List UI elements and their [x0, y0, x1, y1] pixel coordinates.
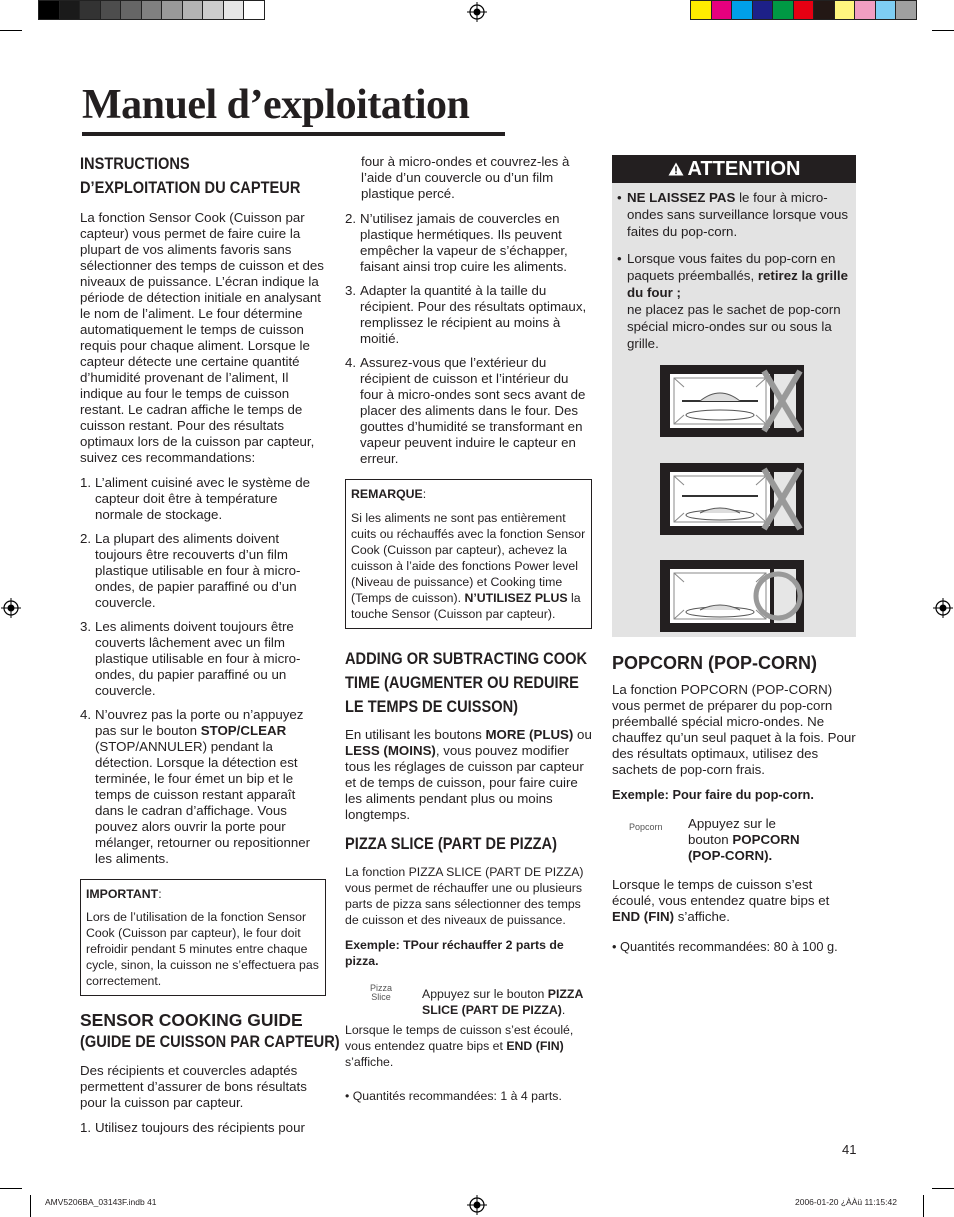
sensor-list — [80, 475, 326, 699]
list-number: 3. — [80, 619, 92, 634]
item-text: L’aliment cuisiné avec le système de capteur doit être à température normale de stockage. — [95, 475, 311, 522]
registration-target-icon — [467, 1195, 487, 1215]
popcorn-button[interactable]: Popcorn — [629, 822, 663, 832]
list-item — [80, 619, 326, 699]
list-number: 1. — [80, 1120, 92, 1135]
crop-mark — [932, 30, 954, 31]
end-label: END (FIN) — [612, 909, 675, 924]
color-swatch — [79, 0, 101, 20]
footer-file: AMV5206BA_03143F.indb 41 — [45, 1197, 157, 1207]
text: . — [561, 1003, 566, 1017]
popcorn-label: POPCORN (POP-CORN). — [688, 832, 800, 863]
remarque-box: REMARQUE: Si les aliments ne sont pas entièrement cuits ou réchauffés avec la fonction Sensor Cook (Cuisson par capteur), achevez la cuisson à l’aide des fonctions Power level (Niveau de puissance) et Cooking time (Temps de cuisson). N’UTILISEZ PLUS la touche Sensor (Cuisson par capteur). — [345, 479, 592, 629]
pizza-done — [345, 1022, 592, 1070]
text: Appuyez sur le bouton — [688, 816, 776, 847]
guide-list-continued — [345, 211, 592, 467]
pizza-press-text — [422, 986, 592, 1018]
popcorn-press-text — [688, 816, 818, 864]
popcorn-example: Exemple: Pour faire du pop-corn. — [612, 787, 814, 802]
button-label: Slice — [371, 992, 391, 1002]
text: ou — [573, 727, 592, 742]
less-label: LESS (MOINS) — [345, 743, 436, 758]
color-swatch — [100, 0, 122, 20]
page-title: Manuel d’exploitation — [82, 82, 470, 128]
more-label: MORE (PLUS) — [485, 727, 574, 742]
guide-list — [80, 1120, 326, 1136]
crop-mark — [0, 30, 22, 31]
oven-without-rack-ok-icon — [660, 560, 804, 632]
color-swatch — [59, 0, 81, 20]
list-number: 1. — [80, 475, 92, 490]
list-item — [80, 475, 326, 523]
color-swatch — [223, 0, 245, 20]
popcorn-press-row — [612, 815, 856, 871]
section-heading-sensor-instructions — [80, 152, 326, 200]
stop-clear-label: STOP/CLEAR — [200, 723, 287, 738]
registration-target-icon — [467, 2, 487, 22]
list-item — [80, 531, 326, 611]
column-1 — [80, 152, 340, 1144]
popcorn-done — [612, 877, 856, 925]
guide-intro: Des récipients et couvercles adaptés permettent d’assurer de bons résultats pour la cuisson par capteur. — [80, 1063, 307, 1110]
important-text: Lors de l’utilisation de la fonction Sensor Cook (Cuisson par capteur), le four doit refroidir pendant 5 minutes entre chaque cycle, sinon, la cuisson ne s’effectuera pas correctement. — [86, 910, 319, 988]
color-swatch — [690, 0, 712, 20]
registration-target-icon — [933, 598, 953, 618]
list-item — [80, 707, 326, 867]
title-rule — [82, 132, 505, 136]
item-text: (STOP/ANNULER) pendant la détection. Lorsque la détection est terminée, le four émet un bip et le temps de cuisson restant apparaît dans le cadran d’affichage. Vous pouvez alors ouvrir la porte pour mélanger, retourner ou repositionner les aliments. — [95, 739, 311, 866]
button-label: Pizza — [370, 983, 393, 993]
pizza-heading: PIZZA SLICE (PART DE PIZZA) — [345, 834, 557, 853]
column-2 — [345, 154, 592, 1113]
list-item — [345, 283, 592, 347]
text: le four à micro-ondes sans surveillance lorsque vous faites du pop-corn. — [627, 190, 849, 239]
important-box: IMPORTANT: Lors de l’utilisation de la fonction Sensor Cook (Cuisson par capteur), le four doit refroidir pendant 5 minutes entre chaque cycle, sinon, la cuisson ne s’effectuera pas correctement. — [80, 879, 326, 996]
list-number: 2. — [80, 531, 92, 546]
item-text: Adapter la quantité à la taille du récipient. Pour des résultats optimaux, remplissez le récipient au moins à moitié. — [360, 283, 587, 346]
guide-item-continued: four à micro-ondes et couvrez-les à l’aide d’un couvercle ou d’un film plastique percé. — [361, 154, 570, 201]
color-swatch — [731, 0, 753, 20]
color-swatch — [854, 0, 876, 20]
item-text: Assurez-vous que l’extérieur du récipient de cuisson et l’intérieur du four à micro-ondes sont secs avant de placer des aliments dans le four. Des gouttes d’humidité se transformant en vapeur peuvent induire le capteur en erreur. — [360, 355, 586, 466]
color-swatch — [161, 0, 183, 20]
color-swatch — [182, 0, 204, 20]
guide-heading — [80, 1009, 340, 1053]
column-3 — [612, 652, 856, 964]
text: En utilisant les boutons — [345, 727, 486, 742]
color-swatch — [875, 0, 897, 20]
list-number: 3. — [345, 283, 357, 298]
item-text: N’utilisez jamais de couvercles en plastique hermétiques. Ils peuvent empêcher la vapeur de s’échapper, faisant ainsi trop cuire les aliments. — [360, 211, 568, 274]
color-swatch — [834, 0, 856, 20]
adding-text — [345, 727, 592, 823]
footer-timestamp: 2006-01-20 ¿ÀÀü 11:15:42 — [795, 1197, 897, 1207]
color-swatch — [141, 0, 163, 20]
remarque-text: Si les aliments ne sont pas entièrement cuits ou réchauffés avec la fonction Sensor Cook (Cuisson par capteur), achevez la cuisson à l’aide des fonctions Power level (Niveau de puissance) et Cooking time (Temps de cuisson). — [351, 511, 586, 605]
attention-label: ATTENTION — [687, 158, 801, 180]
item-text: Les aliments doivent toujours être couverts lâchement avec un film plastique utilisable en four à micro-ondes, du papier paraffiné ou un couvercle. — [95, 619, 301, 698]
popcorn-qty: • Quantités recommandées: 80 à 100 g. — [612, 939, 838, 954]
text: , vous pouvez modifier tous les réglages de cuisson par capteur et de temps de cuisson, pour faire cuire les aliments pendant plus ou moins longtemps. — [345, 743, 584, 822]
heading-line: SENSOR COOKING GUIDE — [80, 1010, 303, 1030]
text: Lorsque vous faites du pop-corn en paquets préemballés, — [627, 251, 836, 283]
remarque-tail: la touche Sensor (Cuisson par capteur). — [351, 591, 581, 621]
text: Lorsque le temps de cuisson s’est écoulé, vous entendez quatre bips et — [345, 1023, 574, 1053]
text: s’affiche. — [345, 1055, 394, 1069]
list-item — [80, 1120, 326, 1136]
warning-triangle-icon — [668, 162, 684, 176]
sensor-intro: La fonction Sensor Cook (Cuisson par capteur) vous permet de faire cuire la plupart de vos aliments favoris sans sélectionner des temps de cuisson et des niveaux de puissance. L’écran indique la période de détection initiale en analysant le nom de l’aliment. Le four détermine automatiquement le temps de cuisson requis pour chaque aliment. Lorsque le capteur détecte une certaine quantité d’humidité provenant de l’aliment, Il indique au four le temps de cuisson restant. Le cadran affiche le temps de cuisson restant. Pour des résultats optimaux lors de la cuisson par capteur, suivez ces recommandations: — [80, 210, 324, 465]
item-text: La plupart des aliments doivent toujours être recouverts d’un film plastique utilisable en four à micro-ondes, de papier paraffiné ou d’un couvercle. — [95, 531, 301, 610]
adding-heading: ADDING OR SUBTRACTING COOK TIME (AUGMENTER OU REDUIRE LE TEMPS DE CUISSON) — [345, 649, 588, 716]
crop-mark — [932, 1188, 954, 1189]
attention-bold: NE LAISSEZ PAS — [627, 190, 736, 205]
color-swatch — [120, 0, 142, 20]
text: ne placez pas le sachet de pop-corn spécial micro-ondes sur ou sous la grille. — [627, 302, 841, 351]
list-item — [617, 189, 850, 240]
remarque-bold: N’UTILISEZ PLUS — [464, 591, 568, 605]
pizza-intro: La fonction PIZZA SLICE (PART DE PIZZA) vous permet de réchauffer une ou plusieurs parts de pizza sans sélectionner des temps de cuisson et des niveaux de puissance. — [345, 865, 584, 927]
item-text: Utilisez toujours des récipients pour — [95, 1120, 305, 1135]
color-swatch — [38, 0, 60, 20]
oven-with-rack-crossed-icon — [660, 365, 804, 437]
color-swatch — [813, 0, 835, 20]
pizza-press-row — [345, 978, 592, 1017]
registration-target-icon — [1, 598, 21, 618]
popcorn-intro: La fonction POPCORN (POP-CORN) vous permet de préparer du pop-corn préemballé spécial micro-ondes. Ne chauffez qu’un seul paquet à la fois. Pour des résultats optimaux, utilisez des sachets de pop-corn frais. — [612, 682, 856, 777]
pizza-slice-button[interactable] — [370, 984, 392, 1002]
color-swatch — [243, 0, 265, 20]
page-number: 41 — [842, 1142, 857, 1157]
attention-list — [612, 183, 856, 352]
list-number: 4. — [80, 707, 92, 722]
remarque-label: REMARQUE — [351, 487, 423, 501]
text: Appuyez sur le bouton — [422, 987, 548, 1001]
popcorn-heading: POPCORN (POP-CORN) — [612, 653, 818, 673]
color-swatch — [895, 0, 917, 20]
pizza-slice-label: PIZZA SLICE (PART DE PIZZA) — [422, 987, 583, 1017]
sensor-list-item-4 — [80, 707, 326, 867]
end-label: END (FIN) — [506, 1039, 564, 1053]
text: s’affiche. — [674, 909, 730, 924]
important-label: IMPORTANT — [86, 887, 159, 901]
pizza-example: Exemple: TPour réchauffer 2 parts de pizza. — [345, 938, 564, 968]
color-swatch — [202, 0, 224, 20]
list-item — [345, 211, 592, 275]
crop-mark — [30, 1195, 31, 1217]
bullet: • — [617, 190, 622, 205]
item-text: N’ouvrez pas la porte ou n’appuyez pas sur le bouton — [95, 707, 304, 738]
attention-bold: retirez la grille du four ; — [627, 268, 849, 300]
crop-mark — [923, 1195, 924, 1217]
color-swatch — [772, 0, 794, 20]
heading-line: D’EXPLOITATION DU CAPTEUR — [80, 178, 301, 197]
pizza-qty: • Quantités recommandées: 1 à 4 parts. — [345, 1089, 562, 1103]
attention-header — [612, 155, 856, 183]
crop-mark — [0, 1188, 22, 1189]
color-swatch — [752, 0, 774, 20]
text: Lorsque le temps de cuisson s’est écoulé, vous entendez quatre bips et — [612, 877, 830, 908]
heading-line: INSTRUCTIONS — [80, 154, 190, 173]
list-number: 4. — [345, 355, 357, 370]
list-number: 2. — [345, 211, 357, 226]
list-item — [617, 250, 850, 352]
color-swatch — [711, 0, 733, 20]
color-swatch — [793, 0, 815, 20]
list-item — [345, 355, 592, 467]
heading-line: (GUIDE DE CUISSON PAR CAPTEUR) — [80, 1032, 340, 1051]
bullet: • — [617, 251, 622, 266]
oven-with-rack-under-crossed-icon — [660, 463, 804, 535]
